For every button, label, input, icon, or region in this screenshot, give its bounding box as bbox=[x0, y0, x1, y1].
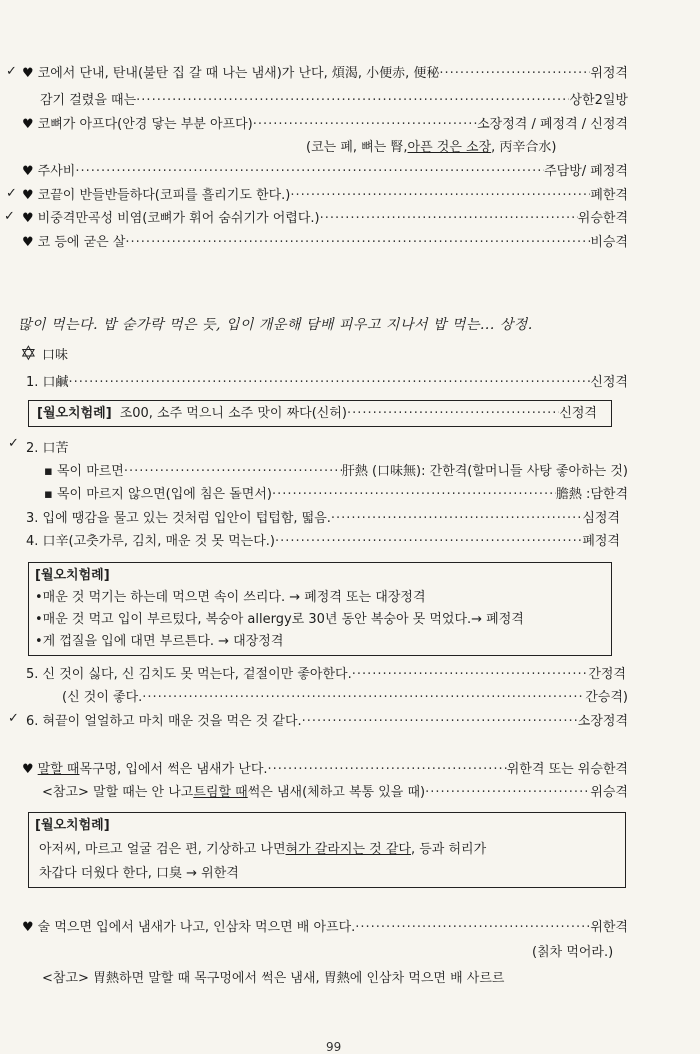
item-spicy: 4. 口辛(고춧가루, 김치, 매운 것 못 먹는다.) ····· 폐정격 bbox=[26, 533, 620, 551]
row-septum: ♥ 비중격만곡성 비염(코뼈가 휘어 숨쉬기가 어렵다.) ····· 위승한격 bbox=[22, 210, 628, 228]
checkmark-icon: ✓ bbox=[6, 64, 17, 79]
item-bitter-sub-1: ▪ 목이 마르면 ····· 肝熱 (口味無): 간한격(할머니들 사탕 좋아하는 것) bbox=[44, 463, 628, 481]
case-box-1: [월오치험례] 조00, 소주 먹으니 소주 맛이 짜다(신허) ····· 신정격 bbox=[28, 400, 612, 427]
item-tongue: 6. 혀끝이 얼얼하고 마치 매운 것을 먹은 것 같다. ····· 소장정격 bbox=[26, 713, 628, 731]
case3-line-1: 아저씨, 마르고 얼굴 검은 편, 기상하고 나면 혀가 갈라지는 것 같다 , 등과 허리가 bbox=[39, 842, 487, 857]
case2-line-1: •매운 것 먹기는 하는데 먹으면 속이 쓰리다. → 폐정격 또는 대장정격 bbox=[35, 590, 426, 605]
row-nose-smell: ♥ 코에서 단내, 탄내(불탄 집 갈 때 나는 냄새)가 난다, 煩渴, 小便赤, 便秘 ····· 위정격 bbox=[22, 65, 628, 83]
heart-bullet-icon: ♥ bbox=[22, 117, 34, 132]
item-sour: 5. 신 것이 싫다, 신 김치도 못 먹는다, 겉절이만 좋아한다. ····· 간정격 bbox=[26, 666, 626, 684]
checkmark-icon: ✓ bbox=[6, 186, 17, 201]
row-alcohol: ♥ 술 먹으면 입에서 냄새가 나고, 인삼차 먹으면 배 아프다. ····· 위한격 bbox=[22, 919, 628, 937]
reference-2: <참고> 胃熱하면 말할 때 목구멍에서 썩은 냄새, 胃熱에 인삼차 먹으면 배 사르르 bbox=[42, 971, 505, 986]
heart-bullet-icon: ♥ bbox=[22, 66, 34, 81]
double-heart-mark-icon: ✓ bbox=[4, 209, 15, 224]
row-callus: ♥ 코 등에 굳은 살 ····· 비승격 bbox=[22, 234, 628, 252]
heart-bullet-icon: ♥ bbox=[22, 164, 34, 179]
star-icon: ✡ bbox=[20, 341, 37, 365]
heart-bullet-icon: ♥ bbox=[22, 235, 34, 250]
heart-bullet-icon: ♥ bbox=[22, 188, 34, 203]
case-label: [월오치험례] bbox=[37, 406, 112, 421]
section-title: 口味 bbox=[42, 348, 69, 363]
item-salty: 1. 口鹹 ····· 신정격 bbox=[26, 374, 628, 392]
case3-line-2: 차갑다 더웠다 한다, 口臭 → 위한격 bbox=[39, 866, 239, 881]
checkmark-icon: ✓ bbox=[8, 711, 19, 726]
checkmark-icon: ✓ bbox=[8, 436, 19, 451]
reference-1: <참고> 말할 때는 안 나고 트림할 때 썩은 냄새(체하고 복통 있을 때) ····· 위승격 bbox=[42, 784, 628, 802]
case-label: [월오치험례] bbox=[35, 568, 110, 583]
heart-bullet-icon: ♥ bbox=[22, 762, 34, 777]
case2-line-3: •게 껍질을 입에 대면 부르튼다. → 대장정격 bbox=[35, 634, 284, 649]
case-box-3 bbox=[28, 812, 626, 888]
row-rosacea: ♥ 주사비 ····· 주담방/ 폐정격 bbox=[22, 163, 628, 181]
row-nose-bone: ♥ 코뼈가 아프다(안경 닿는 부분 아프다) ····· 소장정격 / 폐정격 / 신정격 bbox=[22, 116, 628, 134]
row-cold: 감기 걸렸을 때는 ····· 상한2일방 bbox=[40, 92, 628, 110]
case-label: [월오치험례] bbox=[35, 818, 110, 833]
row-nose-note: (코는 폐, 뼈는 腎, 아픈 것은 소장 , 丙辛合水) bbox=[306, 140, 557, 155]
case2-line-2: •매운 것 먹고 입이 부르텄다, 복숭아 allergy로 30년 동안 복숭아 못 먹었다.→ 폐정격 bbox=[35, 612, 524, 627]
heart-bullet-icon: ♥ bbox=[22, 211, 34, 226]
handwritten-note: 많이 먹는다. 밥 숟가락 먹은 듯, 입이 개운해 담배 피우고 지나서 밥 먹는... 상정. bbox=[18, 317, 533, 333]
item-sour-2: (신 것이 좋다. ····· 간승격) bbox=[62, 689, 628, 707]
row-bad-breath: ♥ 말할 때 목구멍, 입에서 썩은 냄새가 난다. ····· 위한격 또는 위승한격 bbox=[22, 761, 628, 779]
row-nose-tip: ♥ 코끝이 반들반들하다(코피를 흘리기도 한다.) ····· 폐한격 bbox=[22, 187, 628, 205]
item-bitter: 2. 口苦 bbox=[26, 441, 69, 456]
item-astringent: 3. 입에 땡감을 물고 있는 것처럼 입안이 텁텁함, 떫음. ····· 심정격 bbox=[26, 510, 620, 528]
item-bitter-sub-2: ▪ 목이 마르지 않으면(입에 침은 돌면서) ····· 膽熱 :담한격 bbox=[44, 486, 628, 504]
case-box-2 bbox=[28, 562, 612, 656]
heart-bullet-icon: ♥ bbox=[22, 920, 34, 935]
alcohol-note: (칡차 먹어라.) bbox=[532, 945, 614, 960]
page-number: 99 bbox=[326, 1040, 342, 1054]
